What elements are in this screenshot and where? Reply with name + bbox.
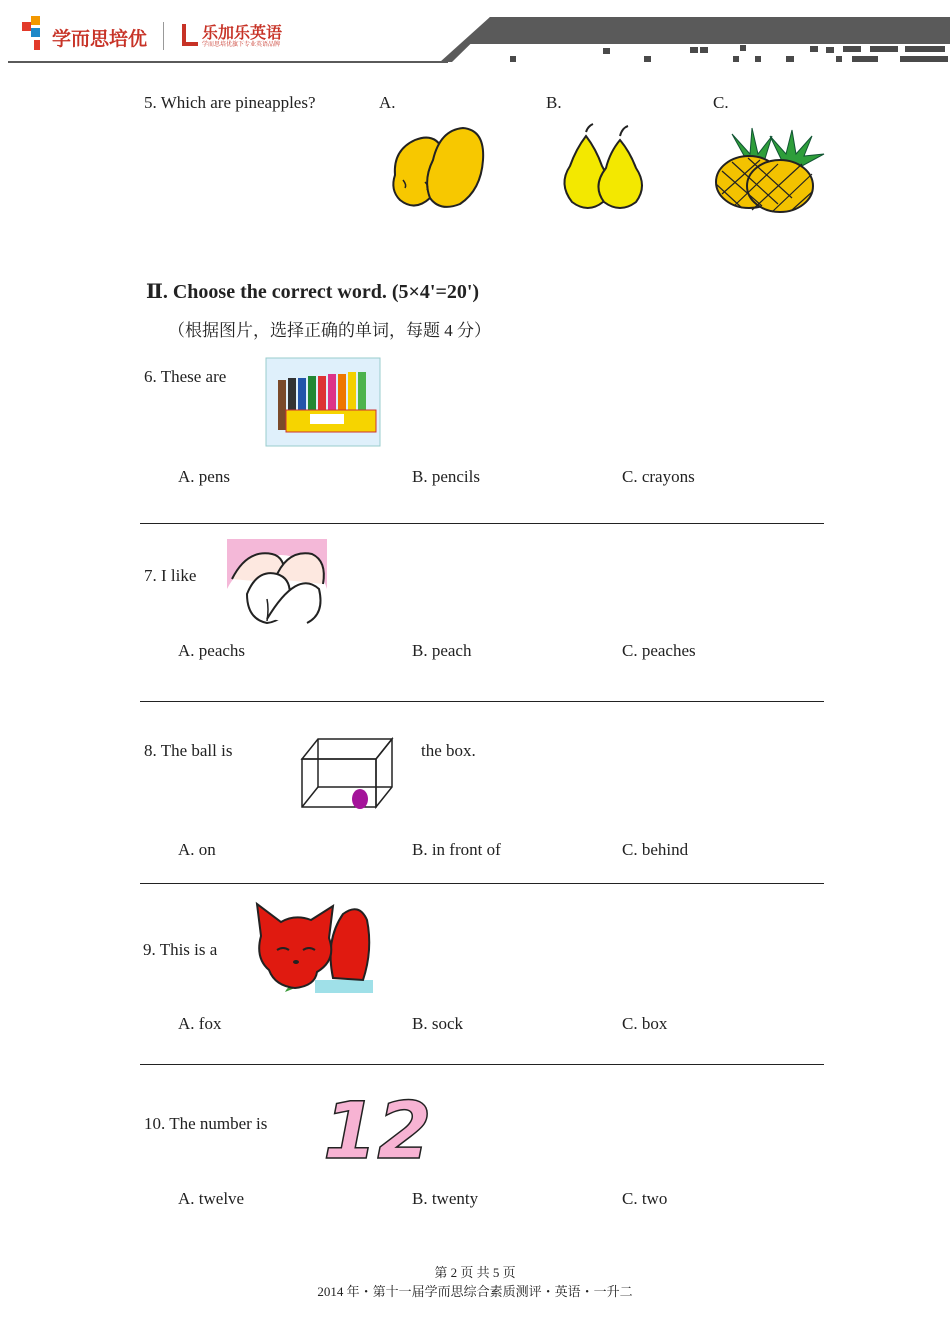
- section-2-subtitle: （根据图片，选择正确的单词，每题 4 分）: [168, 321, 491, 340]
- crayons-image: [264, 348, 384, 448]
- question-8-suffix: the box.: [421, 741, 476, 760]
- fox-image: [255, 900, 373, 993]
- mango-image: [385, 120, 495, 212]
- peaches-image: [227, 539, 327, 623]
- question-7-text: 7. I like: [144, 566, 197, 585]
- q10-option-a[interactable]: A. twelve: [178, 1189, 245, 1208]
- header-banner-decoration: [0, 0, 950, 80]
- q9-option-a[interactable]: A. fox: [178, 1014, 222, 1033]
- q10-option-c[interactable]: C. two: [622, 1189, 668, 1208]
- question-6-text: 6. These are: [144, 367, 227, 386]
- q6-option-b[interactable]: B. pencils: [412, 467, 480, 486]
- divider-line: [140, 1064, 824, 1065]
- q9-option-b[interactable]: B. sock: [412, 1014, 463, 1033]
- q10-option-b[interactable]: B. twenty: [412, 1189, 479, 1208]
- q7-option-a[interactable]: A. peachs: [178, 641, 246, 660]
- number-twelve-text: 12: [323, 1087, 432, 1177]
- q5-option-a[interactable]: A.: [379, 93, 396, 112]
- brand-xueersi: 学而思培优: [52, 29, 148, 50]
- q5-option-c[interactable]: C.: [713, 93, 729, 112]
- question-10-text: 10. The number is: [144, 1114, 268, 1133]
- q8-option-c[interactable]: C. behind: [622, 840, 689, 859]
- divider-line: [140, 883, 824, 884]
- question-8-text: 8. The ball is: [144, 741, 233, 760]
- footer-info: 2014 年・第十一届学而思综合素质测评・英语・一升二: [317, 1284, 633, 1299]
- q7-option-b[interactable]: B. peach: [412, 641, 472, 660]
- divider-line: [140, 523, 824, 524]
- number-twelve-image: [323, 1087, 432, 1177]
- brand-lejiale: 乐加乐英语: [202, 25, 283, 42]
- q5-option-b[interactable]: B.: [546, 93, 562, 112]
- box-with-ball-image: [298, 735, 398, 813]
- pears-image: [558, 124, 653, 212]
- page-number: 第 2 页 共 5 页: [434, 1265, 516, 1280]
- question-9-text: 9. This is a: [143, 940, 218, 959]
- q7-option-c[interactable]: C. peaches: [622, 641, 696, 660]
- q6-option-a[interactable]: A. pens: [178, 467, 230, 486]
- q8-option-a[interactable]: A. on: [178, 840, 216, 859]
- q9-option-c[interactable]: C. box: [622, 1014, 668, 1033]
- divider-line: [140, 701, 824, 702]
- section-2-title: Ⅱ. Choose the correct word. (5×4'=20'): [146, 281, 480, 303]
- brand-lejiale-sub: 学而思培优旗下专业英语品牌: [202, 42, 281, 48]
- question-5-text: 5. Which are pineapples?: [144, 93, 316, 112]
- q8-option-b[interactable]: B. in front of: [412, 840, 501, 859]
- q6-option-c[interactable]: C. crayons: [622, 467, 695, 486]
- pineapples-image: [712, 126, 827, 214]
